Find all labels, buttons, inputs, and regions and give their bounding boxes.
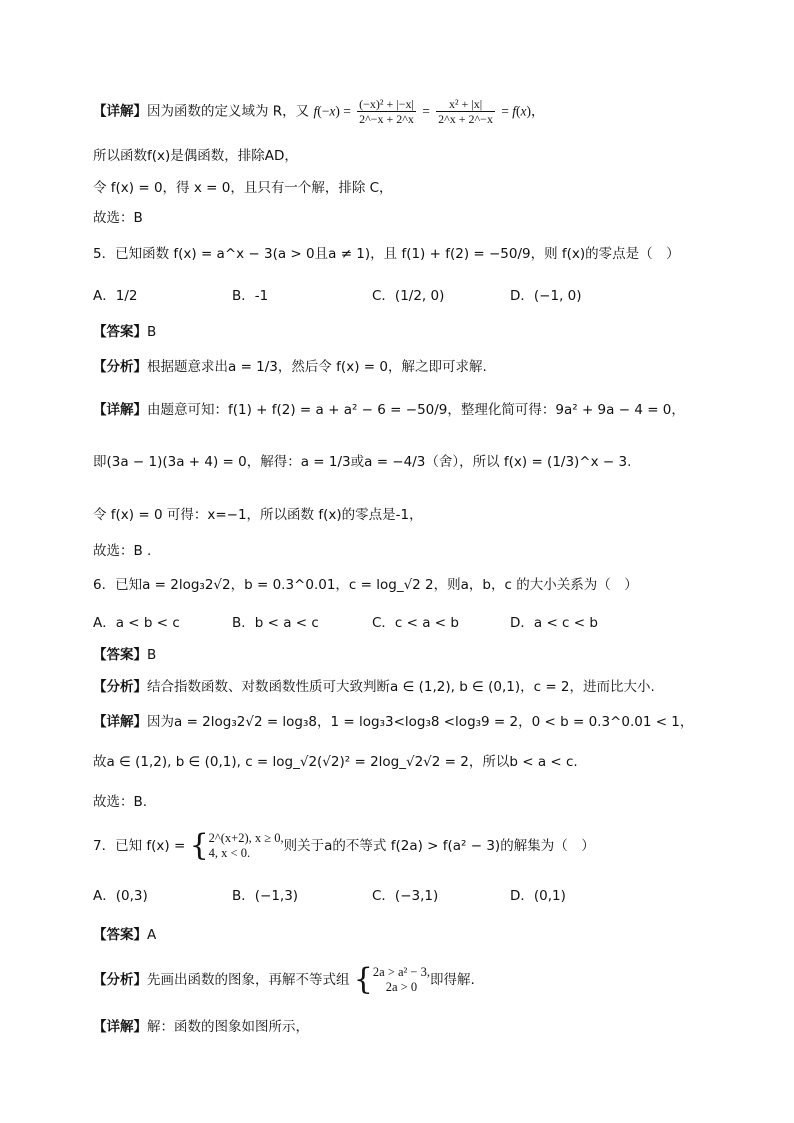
q7-option-a: A．(0,3) [93,888,148,904]
q5-option-a: A．1/2 [93,288,138,304]
q6-answer-line [93,645,156,665]
q4-detail-line: 【详解】因为函数的定义域为 R，又 f(−x) = $\frac{\text{(−x)² + |−x|}}{2\^{}-x + 2\^{}x}$ = $\frac{\text{x² + |x|}}{2\^{}x + 2\^{}-x}$ = f(x)， [93,97,545,126]
q6-detail-1: 因为a = 2log₃2√2 = log₃8，1 = log₃3<log₃8 <log₃9 = 2，0 < b = 0.3^0.01 < 1， [147,714,694,730]
q5-detail-2: 即(3a − 1)(3a + 4) = 0，解得：a = 1/3或a = −4/3（舍），所以 f(x) = (1/3)^x − 3. [93,454,632,470]
q7-system [373,965,430,995]
q7-case-1: 2^(x+2), x ≥ 0, [208,831,284,845]
q5-conclusion: 故选：B . [93,543,152,559]
q6-stem: 6．已知a = 2log₃2√2，b = 0.3^0.01，c = log_√2 2，则a，b，c 的大小关系为（ ） [93,577,638,593]
q7-sys-1: 2a > a² − 3, [372,965,430,979]
q4-conclusion: 故选：B [93,210,143,226]
analysis-label: 【分析】 [93,359,147,375]
q7-piecewise [209,831,284,861]
q4-frac1-num: (−x)² + |−x| [357,97,416,112]
q4-detail-prefix: 因为函数的定义域为 R，又 [147,103,310,120]
q5-option-d: D．(−1, 0) [510,288,582,304]
q4-line3: 令 f(x) = 0，得 x = 0，且只有一个解，排除 C， [93,180,393,196]
q5-option-b: B．-1 [232,288,269,304]
q4-line2: 所以函数f(x)是偶函数，排除AD， [93,148,298,164]
q7-option-b: B．(−1,3) [232,888,299,904]
q6-option-b: B．b < a < c [232,615,319,631]
q6-detail-line-1 [93,712,693,732]
q4-fraction-1 [357,97,416,126]
q4-fraction-2 [436,97,495,126]
q7-answer: A [147,927,157,943]
detail-label: 【详解】 [93,103,147,120]
q7-detail: 解：函数的图象如图所示， [147,1019,309,1035]
q6-answer: B [147,647,157,663]
detail-label: 【详解】 [93,402,147,418]
q6-detail-2: 故a ∈ (1,2), b ∈ (0,1), c = log_√2(√2)² = 2log_√2√2 = 2，所以b < a < c. [93,754,578,770]
q7-case-2: 4, x < 0. [208,846,251,860]
q5-detail-3: 令 f(x) = 0 可得：x=−1，所以函数 f(x)的零点是-1， [93,507,423,523]
q4-frac1-den: 2^−x + 2^x [359,112,414,126]
q7-stem-suffix: 则关于a的不等式 f(2a) > f(a² − 3)的解集为（ ） [283,838,595,854]
q7-analysis-prefix: 先画出函数的图象，再解不等式组 [147,972,350,988]
analysis-label: 【分析】 [93,972,147,988]
detail-label: 【详解】 [93,714,147,730]
q6-option-a: A．a < b < c [93,615,180,631]
answer-label: 【答案】 [93,927,147,943]
q5-stem: 5．已知函数 f(x) = a^x − 3(a > 0且a ≠ 1)，且 f(1) + f(2) = −50/9，则 f(x)的零点是（ ） [93,246,680,262]
q7-option-c: C．(−3,1) [372,888,439,904]
q6-conclusion: 故选：B. [93,794,148,810]
q4-frac2-den: 2^x + 2^−x [438,112,493,126]
q4-frac2-num: x² + |x| [436,97,495,112]
q5-detail-line-1 [93,400,685,420]
detail-label: 【详解】 [93,1019,147,1035]
q7-system-brace: { [353,962,373,997]
q4-fminusx: f [313,103,318,119]
q5-answer-line [93,322,156,342]
answer-label: 【答案】 [93,324,147,340]
q7-sys-2: 2a > 0 [385,980,418,994]
q6-option-d: D．a < c < b [510,615,598,631]
q7-answer-line [93,925,156,945]
analysis-label: 【分析】 [93,679,147,695]
q7-analysis-suffix: 即得解. [429,972,475,988]
q7-analysis-line [93,964,475,996]
q5-answer: B [147,324,157,340]
q7-brace: { [189,828,209,863]
q5-analysis: 根据题意求出a = 1/3，然后令 f(x) = 0，解之即可求解. [147,359,487,375]
q7-stem [93,830,595,862]
q7-option-d: D．(0,1) [510,888,566,904]
q6-analysis: 结合指数函数、对数函数性质可大致判断a ∈ (1,2), b ∈ (0,1)，c = 2，进而比大小. [147,679,655,695]
q6-option-c: C．c < a < b [372,615,459,631]
answer-label: 【答案】 [93,647,147,663]
q5-analysis-line [93,357,487,377]
q6-analysis-line [93,677,655,697]
q7-stem-prefix: 7．已知 f(x) = [93,838,186,854]
q7-detail-line [93,1017,309,1037]
q5-option-c: C．(1/2, 0) [372,288,445,304]
q5-detail-1: 由题意可知：f(1) + f(2) = a + a² − 6 = −50/9，整理化简可得：9a² + 9a − 4 = 0， [147,402,685,418]
